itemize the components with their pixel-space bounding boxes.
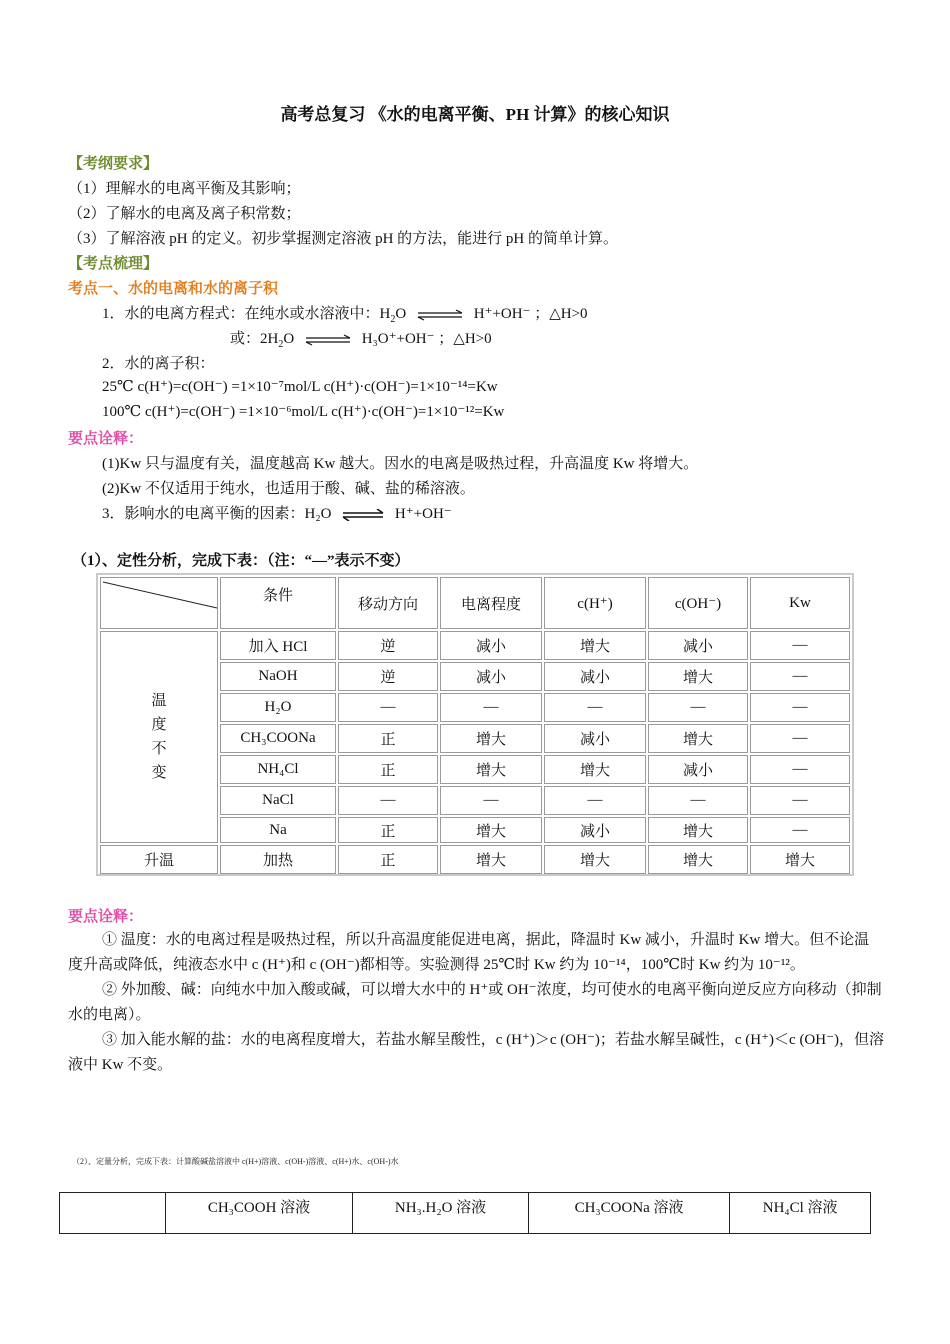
table-cell: 减小 bbox=[544, 662, 646, 691]
table1-diagonal-header bbox=[100, 577, 218, 629]
kaogang-item-2: （2）了解水的电离及离子积常数； bbox=[68, 206, 301, 222]
table-cell: — bbox=[544, 693, 646, 722]
table-cell: CH₃COONa bbox=[220, 724, 336, 753]
table-cell: 正 bbox=[338, 817, 438, 843]
ionization-equation-2: 或：$2H_2O$ H₃O⁺+OH⁻ ；△H>0 bbox=[230, 331, 492, 350]
table1-header-coh: c(OH⁻) bbox=[648, 577, 748, 629]
table1-header-condition: 条件 bbox=[220, 577, 336, 629]
table-cell: 减小 bbox=[544, 724, 646, 753]
table-cell: 增大 bbox=[648, 662, 748, 691]
eq1-right: H⁺+OH⁻ ；△H>0 bbox=[473, 306, 588, 322]
kaogang-item-1: （1）理解水的电离平衡及其影响； bbox=[68, 181, 301, 197]
qualitative-table bbox=[96, 573, 854, 876]
table-cell: 逆 bbox=[338, 631, 438, 660]
table-cell: NH₄Cl bbox=[220, 755, 336, 784]
table-cell: 减小 bbox=[440, 631, 542, 660]
note1-3-left: 3．影响水的电离平衡的因素：H₂O bbox=[102, 506, 332, 522]
table-cell: — bbox=[648, 693, 748, 722]
note2-paragraph-3: ③ 加入能水解的盐：水的电离程度增大，若盐水解呈酸性，c (H⁺)＞c (OH⁻)；若盐水解呈碱性，c (H⁺)＜c (OH⁻)，但溶液中 Kw 不变。 bbox=[68, 1032, 885, 1073]
ionic-product-label: 2．水的离子积： bbox=[102, 356, 215, 372]
table1-header-ch: c(H⁺) bbox=[544, 577, 646, 629]
note1-1: (1)Kw 只与温度有关，温度越高 Kw 越大。因水的电离是吸热过程，升高温度 Kw 将增大。 bbox=[102, 456, 699, 472]
table-cell: 加入 HCl bbox=[220, 631, 336, 660]
table-cell: 升温 bbox=[100, 845, 218, 874]
kaogang-item-3: （3）了解溶液 pH 的定义。初步掌握测定溶液 pH 的方法，能进行 pH 的简单计算。 bbox=[68, 231, 619, 247]
note1-2: (2)Kw 不仅适用于纯水，也适用于酸、碱、盐的稀溶液。 bbox=[102, 481, 475, 497]
table1-header-direction: 移动方向 bbox=[338, 577, 438, 629]
table1-caption: （1）、定性分析，完成下表：（注：“—”表示不变） bbox=[72, 553, 410, 569]
table1-group-label bbox=[100, 631, 218, 843]
kaogang-heading: 【考纲要求】 bbox=[68, 156, 159, 172]
group-char: 度 bbox=[151, 717, 167, 733]
equilibrium-arrow-icon bbox=[416, 309, 464, 321]
table-cell: 增大 bbox=[648, 845, 748, 874]
table-cell: — bbox=[338, 786, 438, 815]
table-cell: NaOH bbox=[220, 662, 336, 691]
table-cell: 增大 bbox=[750, 845, 850, 874]
table-cell: 增大 bbox=[544, 845, 646, 874]
eq1-left: 1．水的电离方程式：在纯水或水溶液中：H bbox=[102, 306, 391, 322]
table-cell: 减小 bbox=[648, 631, 748, 660]
table1-header-degree: 电离程度 bbox=[440, 577, 542, 629]
table2-caption: （2）、定量分析，完成下表：计算酸碱盐溶液中 c(H+)溶液、c(OH-)溶液、c(H+)水、c(OH-)水 bbox=[72, 1157, 399, 1166]
notes1-heading: 要点诠释： bbox=[68, 431, 144, 447]
table-cell: NaCl bbox=[220, 786, 336, 815]
table-cell: 逆 bbox=[338, 662, 438, 691]
table-cell: — bbox=[750, 817, 850, 843]
table-cell: — bbox=[750, 662, 850, 691]
kw-25c-line: 25℃ c(H⁺)=c(OH⁻) =1×10⁻⁷mol/L c(H⁺)·c(OH⁻)=1×10⁻¹⁴=Kw bbox=[102, 379, 498, 395]
table-cell: 减小 bbox=[440, 662, 542, 691]
table-cell: 减小 bbox=[544, 817, 646, 843]
table-cell: — bbox=[338, 693, 438, 722]
table-cell: — bbox=[750, 724, 850, 753]
note1-3-right: H⁺+OH⁻ bbox=[394, 506, 452, 522]
table-cell: — bbox=[440, 786, 542, 815]
table-cell: 增大 bbox=[440, 724, 542, 753]
table2-header-empty bbox=[60, 1193, 166, 1233]
table2-header-ch3cooh: CH₃COOH 溶液 bbox=[166, 1193, 354, 1233]
table2-header-ch3coona: CH₃COONa 溶液 bbox=[529, 1193, 731, 1233]
table-cell: 加热 bbox=[220, 845, 336, 874]
table-cell: Na bbox=[220, 817, 336, 843]
group-char: 不 bbox=[151, 741, 167, 757]
table-cell: — bbox=[750, 786, 850, 815]
diagonal-line-icon bbox=[101, 578, 219, 630]
table-cell: — bbox=[440, 693, 542, 722]
table1-header-kw: Kw bbox=[750, 577, 850, 629]
table-cell: H₂O bbox=[220, 693, 336, 722]
group-char: 变 bbox=[151, 765, 167, 781]
table-cell: 增大 bbox=[440, 817, 542, 843]
equilibrium-arrow-icon bbox=[341, 509, 385, 521]
notes2-heading: 要点诠释： bbox=[68, 909, 144, 925]
eq2-right: H₃O⁺+OH⁻ ；△H>0 bbox=[361, 331, 492, 347]
table-cell: 增大 bbox=[440, 755, 542, 784]
table2-header-nh4cl: NH₄Cl 溶液 bbox=[762, 1200, 838, 1216]
table-cell: 减小 bbox=[648, 755, 748, 784]
point1-heading: 考点一、水的电离和水的离子积 bbox=[68, 281, 279, 297]
table-cell: 正 bbox=[338, 724, 438, 753]
equilibrium-arrow-icon bbox=[304, 334, 352, 346]
table-cell: — bbox=[648, 786, 748, 815]
table-cell: 增大 bbox=[544, 631, 646, 660]
group-char: 温 bbox=[151, 693, 167, 709]
note1-3 bbox=[102, 502, 452, 523]
table-cell: 正 bbox=[338, 755, 438, 784]
kaodian-heading: 【考点梳理】 bbox=[68, 256, 159, 272]
ionization-equation-1: 1．水的电离方程式：在纯水或水溶液中：$H_2O$ H⁺+OH⁻ ；△H>0 bbox=[102, 306, 588, 325]
quantitative-table bbox=[59, 1192, 871, 1234]
table-cell: 正 bbox=[338, 845, 438, 874]
table-cell: 增大 bbox=[648, 724, 748, 753]
page-title: 高考总复习 《水的电离平衡、PH 计算》的核心知识 bbox=[280, 105, 670, 124]
note2-paragraph-1: ① 温度：水的电离过程是吸热过程，所以升高温度能促进电离，据此，降温时 Kw 减小，升温时 Kw 增大。但不论温度升高或降低，纯液态水中 c (H⁺)和 c (OH⁻)都相等。实验测得 25℃时 Kw 约为 10⁻¹⁴，100℃时 Kw 约为 10⁻¹²。 bbox=[68, 932, 870, 973]
table2-header-nh3h2o: NH₃.H₂O 溶液 bbox=[353, 1193, 529, 1233]
table-cell: — bbox=[750, 631, 850, 660]
note2-paragraph-2: ② 外加酸、碱：向纯水中加入酸或碱，可以增大水中的 H⁺或 OH⁻浓度，均可使水的电离平衡向逆反应方向移动（抑制水的电离）。 bbox=[68, 982, 882, 1023]
eq2-left: 或：2H bbox=[230, 331, 279, 347]
table-cell: — bbox=[750, 693, 850, 722]
kw-100c-line: 100℃ c(H⁺)=c(OH⁻) =1×10⁻⁶mol/L c(H⁺)·c(OH⁻)=1×10⁻¹²=Kw bbox=[102, 404, 505, 420]
table-cell: 增大 bbox=[648, 817, 748, 843]
table-cell: — bbox=[544, 786, 646, 815]
table-cell: 增大 bbox=[440, 845, 542, 874]
table-cell: 增大 bbox=[544, 755, 646, 784]
table-cell: — bbox=[750, 755, 850, 784]
